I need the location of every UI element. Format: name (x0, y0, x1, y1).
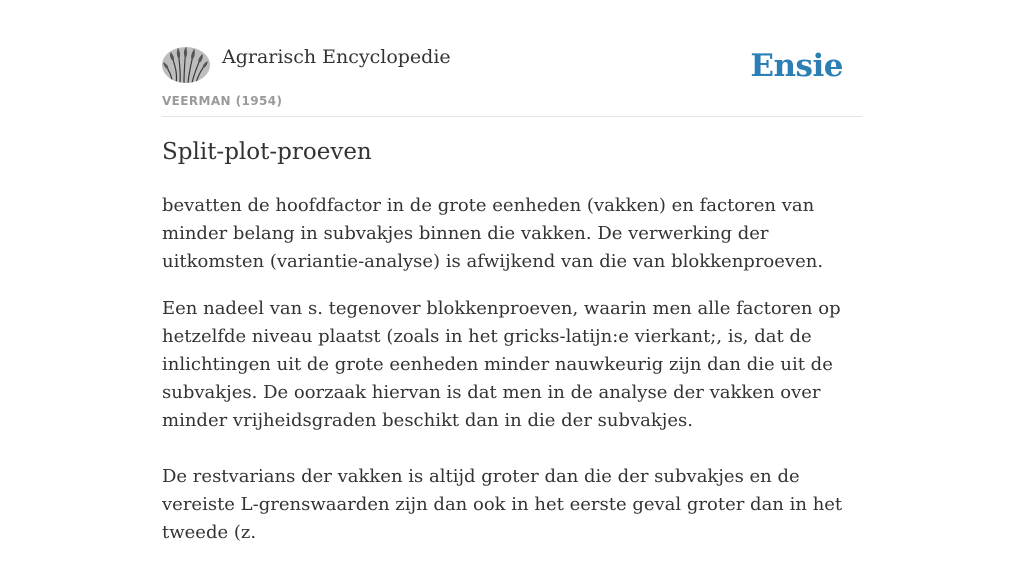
paragraph: bevatten de hoofdfactor in de grote eenheden (vakken) en factoren van minder belang in subvakjes binnen die vakken. De verwerking der uitkomsten (variantie-analyse) is afwijkend van die van blokkenproeven. (162, 195, 824, 272)
article-title: Split-plot-proeven (162, 139, 372, 165)
article-body (162, 192, 862, 566)
publication-name[interactable]: Agrarisch Encyclopedie (222, 46, 451, 68)
paragraph: De restvarians der vakken is altijd groter dan die der subvakjes en de vereiste L-grenswaarden zijn dan ook in het eerste geval groter dan in het tweede (z. (162, 466, 843, 543)
wheat-logo-icon[interactable] (162, 47, 210, 83)
header (162, 0, 862, 117)
paragraph: Een nadeel van s. tegenover blokkenproeven, waarin men alle factoren op hetzelfde niveau plaatst (zoals in het gricks-latijn:e vierkant;, is, dat de inlichtingen uit de grote eenheden minder nauwkeurig zijn dan die uit de subvakjes. De oorzaak hiervan is dat men in de analyse der vakken over minder vrijheidsgraden beschikt dan in die der subvakjes. (162, 298, 841, 431)
page-container (162, 0, 862, 543)
ensie-brand-logo[interactable]: Ensie (750, 48, 843, 84)
author-credit: VEERMAN (1954) (162, 94, 283, 108)
